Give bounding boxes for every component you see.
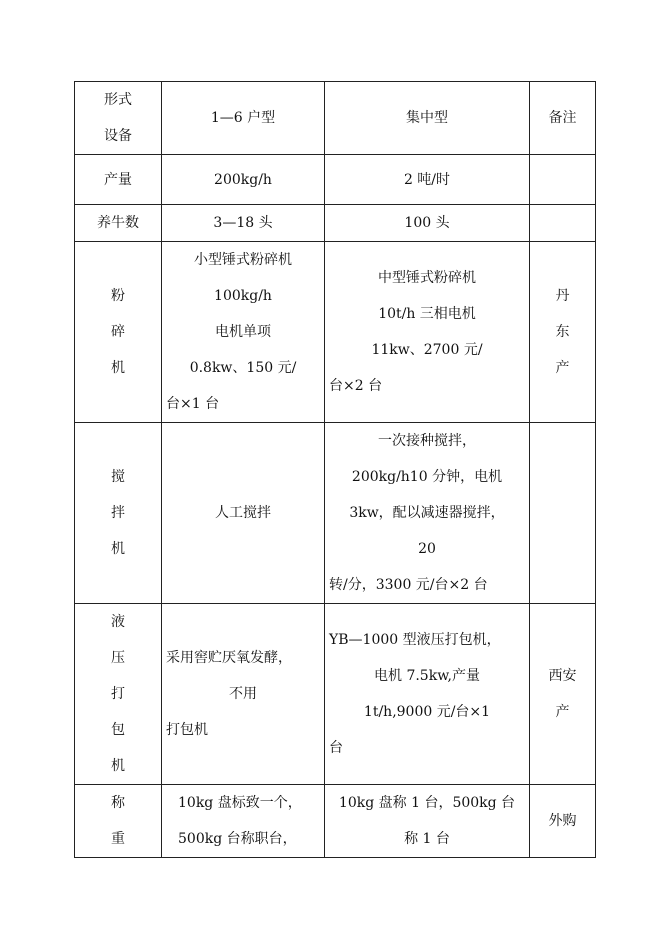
central-type-cell: 10kg 盘称 1 台，500kg 台 称 1 台: [325, 785, 530, 858]
central-type-cell: 100 头: [325, 205, 530, 242]
central-type-cell: YB—1000 型液压打包机， 电机 7.5kw,产量 1t/h,9000 元/台×1 台: [325, 604, 530, 785]
header-type-label: 形式: [104, 92, 132, 108]
header-small-type: 1—6 户型: [162, 82, 325, 155]
central-type-cell: 中型锤式粉碎机 10t/h 三相电机 11kw、2700 元/ 台×2 台: [325, 242, 530, 423]
note-cell: 西安 产: [530, 604, 596, 785]
row-label: 液 压 打 包 机: [75, 604, 162, 785]
note-cell: [530, 155, 596, 205]
table-row: [75, 155, 596, 205]
small-type-cell: 小型锤式粉碎机 100kg/h 电机单项 0.8kw、150 元/ 台×1 台: [162, 242, 325, 423]
header-centralized-type: 集中型: [325, 82, 530, 155]
header-remarks: 备注: [530, 82, 596, 155]
table-row: [75, 242, 596, 423]
table-row: [75, 423, 596, 604]
note-cell: 丹 东 产: [530, 242, 596, 423]
note-cell: [530, 423, 596, 604]
equipment-comparison-table: [74, 81, 596, 858]
row-label: 养牛数: [75, 205, 162, 242]
row-label: 产量: [75, 155, 162, 205]
row-label: 称 重: [75, 785, 162, 858]
small-type-cell: 200kg/h: [162, 155, 325, 205]
table-row: [75, 604, 596, 785]
small-type-cell: 人工搅拌: [162, 423, 325, 604]
header-equipment-label: 设备: [104, 128, 132, 144]
row-label: 粉 碎 机: [75, 242, 162, 423]
header-row: [75, 82, 596, 155]
central-type-cell: 2 吨/时: [325, 155, 530, 205]
small-type-cell: 10kg 盘标致一个， 500kg 台称职台，: [162, 785, 325, 858]
small-type-cell: 3—18 头: [162, 205, 325, 242]
note-cell: 外购: [530, 785, 596, 858]
row-label: 搅 拌 机: [75, 423, 162, 604]
small-type-cell: 采用窖贮厌氧发酵， 不用 打包机: [162, 604, 325, 785]
header-type-equipment-cell: [75, 82, 162, 155]
table-row: [75, 785, 596, 858]
note-cell: [530, 205, 596, 242]
central-type-cell: 一次接种搅拌， 200kg/h10 分钟，电机 3kw，配以减速器搅拌， 20 转/分，3300 元/台×2 台: [325, 423, 530, 604]
table-row: [75, 205, 596, 242]
